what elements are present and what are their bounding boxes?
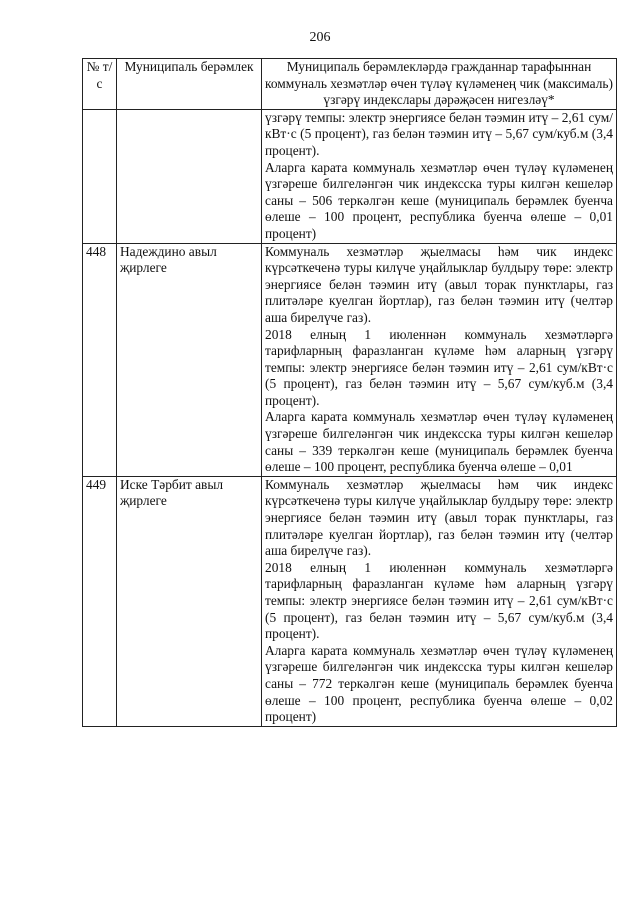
header-description: Муниципаль берәмлекләрдә гражданнар тарафыннан коммуналь хезмәтләр өчен түләү күләменең чик (максималь) үзгәрү индекслары дәрәҗәсен нигезләү* [262, 59, 617, 110]
row-number [83, 109, 117, 243]
description-paragraph: Аларга карата коммуналь хезмәтләр өчен түләү күләменең үзгәреше билгеләнгән чик индексска туры килгән кешеләр саны – 506 теркәлгән кеше (муниципаль берәмлек буенча өлеше – 100 процент, республика буенча өлеше – 0,01 процент) [265, 159, 613, 241]
row-number: 448 [83, 243, 117, 476]
description-paragraph: Аларга карата коммуналь хезмәтләр өчен түләү күләменең үзгәреше билгеләнгән чик индексска туры килгән кешеләр саны – 772 теркәлгән кеше (муниципаль берәмлек буенча өлеше – 100 процент, республика буенча өлеше – 0,02 процент) [265, 642, 613, 725]
header-municipality: Муниципаль берәмлек [117, 59, 262, 110]
table-row [83, 476, 617, 726]
description-paragraph: Коммуналь хезмәтләр җыелмасы һәм чик индекс күрсәткеченә туры килүче уңайлыклар булдыру төре: электр энергиясе белән тәэмин итү (авыл торак пунктлары, газ плитәләре куелган йортлар), газ белән тәэмин итү (челтәр аша бирелүче газ). [265, 243, 613, 325]
description-paragraph: үзгәрү темпы: электр энергиясе белән тәэмин итү – 2,61 сум/кВт·с (5 процент), газ белән тәэмин итү – 5,67 сум/куб.м (3,4 процент). [265, 109, 613, 158]
description-paragraph: Аларга карата коммуналь хезмәтләр өчен түләү күләменең үзгәреше билгеләнгән чик индексска туры килгән кешеләр саны – 339 теркәлгән кеше (муниципаль берәмлек буенча өлеше – 100 процент, республика буенча өлеше – 0,01 [265, 409, 613, 475]
row-number: 449 [83, 476, 117, 726]
table-header-row [83, 59, 617, 110]
description-paragraph: 2018 елның 1 июленнән коммуналь хезмәтләргә тарифларның фаразланган күләме һәм аларның үзгәрү темпы: электр энергиясе белән тәэмин итү – 2,61 сум/кВт·с (5 процент), газ белән тәэмин итү – 5,67 сум/куб.м (3,4 процент). [265, 559, 613, 642]
table-row [83, 243, 617, 476]
header-number: № т/с [83, 59, 117, 110]
table-row [83, 109, 617, 243]
row-description [262, 109, 617, 243]
tariff-table [82, 58, 617, 727]
row-description [262, 243, 617, 476]
row-municipality: Надеждино авыл җирлеге [117, 243, 262, 476]
page-number: 206 [309, 30, 331, 45]
row-municipality [117, 109, 262, 243]
row-municipality: Иске Тәрбит авыл җирлеге [117, 476, 262, 726]
description-paragraph: 2018 елның 1 июленнән коммуналь хезмәтләргә тарифларның фаразланган күләме һәм аларның үзгәрү темпы: электр энергиясе белән тәэмин итү – 2,61 сум/кВт·с (5 процент), газ белән тәэмин итү – 5,67 сум/куб.м (3,4 процент). [265, 326, 613, 408]
description-paragraph: Коммуналь хезмәтләр җыелмасы һәм чик индекс күрсәткеченә туры килүче уңайлыклар булдыру төре: электр энергиясе белән тәэмин итү (авыл торак пунктлары, газ плитәләре куелган йортлар), газ белән тәэмин итү (челтәр аша бирелүче газ). [265, 476, 613, 559]
row-description [262, 476, 617, 726]
